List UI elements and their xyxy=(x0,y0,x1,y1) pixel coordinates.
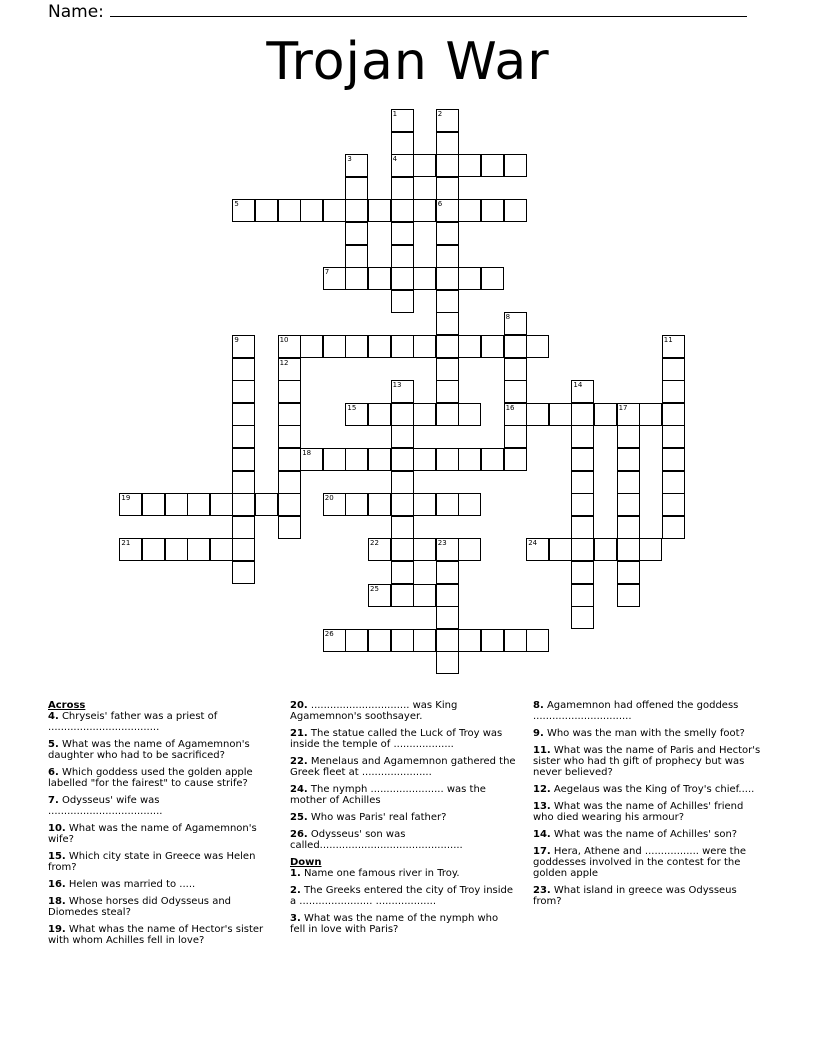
grid-cell[interactable] xyxy=(481,199,504,222)
clue xyxy=(48,795,276,817)
grid-cell[interactable] xyxy=(436,290,459,313)
grid-cell[interactable] xyxy=(504,448,527,471)
grid-cell[interactable] xyxy=(255,199,278,222)
grid-cell[interactable] xyxy=(436,380,459,403)
grid-cell[interactable] xyxy=(594,403,617,426)
clue-number: 21 xyxy=(121,539,131,548)
grid-cell[interactable] xyxy=(278,380,301,403)
grid-cell[interactable] xyxy=(436,132,459,155)
clue-text: What was the name of Achilles' son? xyxy=(550,829,738,840)
grid-cell[interactable] xyxy=(436,561,459,584)
clue-text: Odysseus' wife was .................................... xyxy=(48,795,163,817)
clue xyxy=(533,700,761,722)
clue-number-label: 17. xyxy=(533,846,551,857)
clue-number-label: 4. xyxy=(48,711,59,722)
grid-cell[interactable] xyxy=(345,199,368,222)
grid-cell[interactable] xyxy=(345,245,368,268)
clue-number: 1 xyxy=(392,110,398,118)
grid-cell[interactable] xyxy=(436,335,459,358)
clue-number-label: 23. xyxy=(533,885,551,896)
clue-number-label: 5. xyxy=(48,739,59,750)
grid-cell[interactable] xyxy=(504,380,527,403)
grid-cell[interactable] xyxy=(458,403,481,426)
grid-cell[interactable] xyxy=(368,493,391,516)
clue-number: 11 xyxy=(663,336,673,344)
grid-cell[interactable] xyxy=(391,109,414,132)
clue-number-label: 11. xyxy=(533,745,551,756)
grid-cell[interactable] xyxy=(232,538,255,561)
across-header: Across xyxy=(48,700,86,711)
clue xyxy=(48,823,276,845)
clue xyxy=(533,801,761,823)
grid-cell[interactable] xyxy=(345,403,368,426)
clue-text: What was the name of Paris and Hector's sister who had th gift of prophecy but was never believed? xyxy=(533,745,761,778)
grid-cell[interactable] xyxy=(323,448,346,471)
grid-cell[interactable] xyxy=(436,403,459,426)
clue-number: 3 xyxy=(347,155,352,164)
clue-text: The Greeks entered the city of Troy inside a ....................... ................... xyxy=(290,885,514,907)
grid-cell[interactable] xyxy=(278,358,301,381)
grid-cell[interactable] xyxy=(571,493,594,516)
grid-cell[interactable] xyxy=(436,109,459,132)
grid-cell[interactable] xyxy=(391,516,414,539)
grid-cell[interactable] xyxy=(571,538,594,561)
clue-text: What was the name of Agamemnon's wife? xyxy=(48,823,257,845)
clue xyxy=(533,829,761,840)
grid-cell[interactable] xyxy=(345,448,368,471)
grid-cell[interactable] xyxy=(391,561,414,584)
grid-cell[interactable] xyxy=(232,403,255,426)
grid-cell[interactable] xyxy=(662,471,685,494)
clue-number: 2 xyxy=(437,110,443,118)
grid-cell[interactable] xyxy=(391,538,414,561)
grid-cell[interactable] xyxy=(436,584,459,607)
clue-number-label: 24. xyxy=(290,784,308,795)
across-clue-list xyxy=(48,711,276,946)
grid-cell[interactable] xyxy=(391,132,414,155)
grid-cell[interactable] xyxy=(278,448,301,471)
grid-cell[interactable] xyxy=(232,493,255,516)
clue-number: 14 xyxy=(573,381,583,390)
clue-text: Helen was married to ..... xyxy=(65,879,196,890)
clue-text: Aegelaus was the King of Troy's chief..... xyxy=(550,784,755,795)
grid-cell[interactable] xyxy=(210,538,233,561)
grid-cell[interactable] xyxy=(662,335,685,358)
grid-cell[interactable] xyxy=(458,199,481,222)
clue-number-label: 18. xyxy=(48,896,66,907)
clue-number: 16 xyxy=(505,403,515,412)
name-label: Name: xyxy=(48,2,104,22)
grid-cell[interactable] xyxy=(436,177,459,200)
clue-text: The statue called the Luck of Troy was inside the temple of ................... xyxy=(290,728,503,750)
grid-cell[interactable] xyxy=(436,154,459,177)
grid-cell[interactable] xyxy=(391,199,414,222)
clue-text: What was the name of Agamemnon's daughter who had to be sacrificed? xyxy=(48,739,250,761)
clue-text: Which city state in Greece was Helen from? xyxy=(48,851,256,873)
grid-cell[interactable] xyxy=(210,493,233,516)
grid-cell[interactable] xyxy=(368,199,391,222)
grid-cell[interactable] xyxy=(662,380,685,403)
clue-number-label: 10. xyxy=(48,823,66,834)
clue xyxy=(48,879,276,890)
grid-cell[interactable] xyxy=(481,154,504,177)
grid-cell[interactable] xyxy=(504,358,527,381)
grid-cell[interactable] xyxy=(345,154,368,177)
grid-cell[interactable] xyxy=(526,403,549,426)
grid-cell[interactable] xyxy=(504,629,527,652)
grid-cell[interactable] xyxy=(413,493,436,516)
grid-cell[interactable] xyxy=(278,199,301,222)
grid-cell[interactable] xyxy=(323,629,346,652)
clue-number: 17 xyxy=(618,403,628,412)
grid-cell[interactable] xyxy=(571,471,594,494)
grid-cell[interactable] xyxy=(391,290,414,313)
grid-cell[interactable] xyxy=(571,606,594,629)
grid-cell[interactable] xyxy=(413,584,436,607)
grid-cell[interactable] xyxy=(368,538,391,561)
grid-cell[interactable] xyxy=(368,629,391,652)
grid-cell[interactable] xyxy=(662,425,685,448)
grid-cell[interactable] xyxy=(458,448,481,471)
clue-number: 9 xyxy=(234,336,239,344)
grid-cell[interactable] xyxy=(142,493,165,516)
grid-cell[interactable] xyxy=(436,358,459,381)
clue-text: What island in greece was Odysseus from? xyxy=(533,885,737,907)
grid-cell[interactable] xyxy=(187,493,210,516)
grid-cell[interactable] xyxy=(549,538,572,561)
clue-number-label: 21. xyxy=(290,728,308,739)
clue-text: Hera, Athene and ................. were the goddesses involved in the contest for the golden apple xyxy=(533,846,747,879)
grid-cell[interactable] xyxy=(300,335,323,358)
grid-cell[interactable] xyxy=(232,358,255,381)
grid-cell[interactable] xyxy=(504,425,527,448)
grid-cell[interactable] xyxy=(571,561,594,584)
clue-text: Who was the man with the smelly foot? xyxy=(543,728,745,739)
clue xyxy=(533,885,761,907)
page-title: Trojan War xyxy=(266,32,550,92)
down-header: Down xyxy=(290,857,322,868)
grid-cell[interactable] xyxy=(639,403,662,426)
clue xyxy=(290,700,516,722)
clue-text: What was the name of Achilles' friend who died wearing his armour? xyxy=(533,801,744,823)
grid-cell[interactable] xyxy=(617,403,640,426)
grid-cell[interactable] xyxy=(255,493,278,516)
grid-cell[interactable] xyxy=(391,177,414,200)
clue-number: 24 xyxy=(528,539,538,548)
clue xyxy=(48,924,276,946)
grid-cell[interactable] xyxy=(323,267,346,290)
grid-cell[interactable] xyxy=(571,448,594,471)
grid-cell[interactable] xyxy=(571,584,594,607)
grid-cell[interactable] xyxy=(391,584,414,607)
grid-cell[interactable] xyxy=(436,629,459,652)
grid-cell[interactable] xyxy=(391,245,414,268)
clue xyxy=(290,829,516,851)
grid-cell[interactable] xyxy=(413,629,436,652)
clue-number-label: 15. xyxy=(48,851,66,862)
grid-cell[interactable] xyxy=(662,403,685,426)
clue-text: What was the name of the nymph who fell in love with Paris? xyxy=(290,913,499,935)
grid-cell[interactable] xyxy=(391,335,414,358)
clue-text: Agamemnon had offened the goddess ............................... xyxy=(533,700,739,722)
grid-cell[interactable] xyxy=(345,267,368,290)
clue xyxy=(48,851,276,873)
grid-cell[interactable] xyxy=(617,493,640,516)
clue-text: Whose horses did Odysseus and Diomedes steal? xyxy=(48,896,232,918)
grid-cell[interactable] xyxy=(526,538,549,561)
grid-cell[interactable] xyxy=(278,403,301,426)
clue-number: 10 xyxy=(279,336,289,344)
grid-cell[interactable] xyxy=(549,403,572,426)
grid-cell[interactable] xyxy=(391,403,414,426)
clue xyxy=(290,812,516,823)
clue-number-label: 1. xyxy=(290,868,301,879)
clue-number: 8 xyxy=(505,313,511,322)
grid-cell[interactable] xyxy=(662,358,685,381)
clue-column-1 xyxy=(48,700,276,952)
grid-cell[interactable] xyxy=(436,651,459,674)
clue xyxy=(290,728,516,750)
clue-number: 23 xyxy=(437,539,447,548)
grid-cell[interactable] xyxy=(662,493,685,516)
grid-cell[interactable] xyxy=(413,448,436,471)
grid-cell[interactable] xyxy=(617,561,640,584)
grid-cell[interactable] xyxy=(436,538,459,561)
grid-cell[interactable] xyxy=(526,629,549,652)
grid-cell[interactable] xyxy=(345,335,368,358)
clue xyxy=(48,896,276,918)
grid-cell[interactable] xyxy=(504,403,527,426)
down-clue-list-continued xyxy=(533,700,761,907)
grid-cell[interactable] xyxy=(436,245,459,268)
grid-cell[interactable] xyxy=(368,448,391,471)
grid-cell[interactable] xyxy=(617,538,640,561)
grid-cell[interactable] xyxy=(323,493,346,516)
grid-cell[interactable] xyxy=(165,493,188,516)
grid-cell[interactable] xyxy=(345,493,368,516)
grid-cell[interactable] xyxy=(526,335,549,358)
grid-cell[interactable] xyxy=(232,561,255,584)
clue-column-2 xyxy=(290,700,516,941)
clue xyxy=(533,745,761,778)
clue-number-label: 14. xyxy=(533,829,551,840)
clue-number-label: 16. xyxy=(48,879,66,890)
clue xyxy=(290,913,516,935)
grid-cell[interactable] xyxy=(300,199,323,222)
grid-cell[interactable] xyxy=(639,538,662,561)
grid-cell[interactable] xyxy=(504,154,527,177)
grid-cell[interactable] xyxy=(119,493,142,516)
grid-cell[interactable] xyxy=(278,493,301,516)
clue-number: 20 xyxy=(324,494,334,503)
grid-cell[interactable] xyxy=(436,199,459,222)
clue xyxy=(290,868,516,879)
clue xyxy=(533,784,761,795)
grid-cell[interactable] xyxy=(187,538,210,561)
clue-text: What whas the name of Hector's sister with whom Achilles fell in love? xyxy=(48,924,264,946)
clue xyxy=(533,728,761,739)
grid-cell[interactable] xyxy=(300,448,323,471)
clue xyxy=(48,739,276,761)
grid-cell[interactable] xyxy=(413,538,436,561)
grid-cell[interactable] xyxy=(436,312,459,335)
clue-number: 12 xyxy=(279,358,289,367)
grid-cell[interactable] xyxy=(662,516,685,539)
clue-text: Odysseus' son was called............................................. xyxy=(290,829,463,851)
clue-number: 22 xyxy=(370,539,379,548)
down-clue-list xyxy=(290,868,516,935)
clue-number-label: 9. xyxy=(533,728,544,739)
grid-cell[interactable] xyxy=(436,606,459,629)
clue-text: The nymph ....................... was the mother of Achilles xyxy=(290,784,486,806)
grid-cell[interactable] xyxy=(345,177,368,200)
grid-cell[interactable] xyxy=(391,425,414,448)
grid-cell[interactable] xyxy=(391,448,414,471)
grid-cell[interactable] xyxy=(391,629,414,652)
clue-number: 13 xyxy=(392,381,402,390)
grid-cell[interactable] xyxy=(458,493,481,516)
grid-cell[interactable] xyxy=(232,199,255,222)
grid-cell[interactable] xyxy=(232,425,255,448)
clue-number-label: 13. xyxy=(533,801,551,812)
grid-cell[interactable] xyxy=(481,335,504,358)
grid-cell[interactable] xyxy=(662,448,685,471)
grid-cell[interactable] xyxy=(232,335,255,358)
grid-cell[interactable] xyxy=(436,493,459,516)
grid-cell[interactable] xyxy=(232,380,255,403)
clue-text: Which goddess used the golden apple labelled "for the fairest" to cause strife? xyxy=(48,767,253,789)
clue-number: 25 xyxy=(370,584,379,593)
grid-cell[interactable] xyxy=(617,584,640,607)
grid-cell[interactable] xyxy=(458,154,481,177)
grid-cell[interactable] xyxy=(413,154,436,177)
clue-number: 5 xyxy=(234,200,239,209)
grid-cell[interactable] xyxy=(571,425,594,448)
clue-number: 7 xyxy=(324,268,330,277)
grid-cell[interactable] xyxy=(278,471,301,494)
clue-number-label: 7. xyxy=(48,795,59,806)
grid-cell[interactable] xyxy=(413,267,436,290)
grid-cell[interactable] xyxy=(571,516,594,539)
grid-cell[interactable] xyxy=(142,538,165,561)
grid-cell[interactable] xyxy=(323,199,346,222)
grid-cell[interactable] xyxy=(458,267,481,290)
clue-number-label: 2. xyxy=(290,885,301,896)
grid-cell[interactable] xyxy=(368,584,391,607)
clue xyxy=(533,846,761,879)
grid-cell[interactable] xyxy=(481,267,504,290)
grid-cell[interactable] xyxy=(413,199,436,222)
grid-cell[interactable] xyxy=(345,222,368,245)
clue-column-3 xyxy=(533,700,761,913)
grid-cell[interactable] xyxy=(278,425,301,448)
grid-cell[interactable] xyxy=(165,538,188,561)
grid-cell[interactable] xyxy=(481,448,504,471)
clue-number-label: 8. xyxy=(533,700,544,711)
grid-cell[interactable] xyxy=(323,335,346,358)
grid-cell[interactable] xyxy=(391,493,414,516)
clue-number-label: 20. xyxy=(290,700,308,711)
grid-cell[interactable] xyxy=(391,380,414,403)
grid-cell[interactable] xyxy=(391,222,414,245)
clue xyxy=(290,885,516,907)
clue xyxy=(48,711,276,733)
grid-cell[interactable] xyxy=(617,471,640,494)
clue-number-label: 26. xyxy=(290,829,308,840)
clue-number-label: 22. xyxy=(290,756,308,767)
grid-cell[interactable] xyxy=(504,199,527,222)
clue-number-label: 6. xyxy=(48,767,59,778)
clue xyxy=(48,767,276,789)
grid-cell[interactable] xyxy=(617,425,640,448)
grid-cell[interactable] xyxy=(368,403,391,426)
grid-cell[interactable] xyxy=(119,538,142,561)
clue-number-label: 12. xyxy=(533,784,551,795)
grid-cell[interactable] xyxy=(458,538,481,561)
grid-cell[interactable] xyxy=(232,471,255,494)
clue-number: 18 xyxy=(302,449,312,457)
grid-cell[interactable] xyxy=(232,448,255,471)
grid-cell[interactable] xyxy=(391,154,414,177)
grid-cell[interactable] xyxy=(436,267,459,290)
grid-cell[interactable] xyxy=(594,538,617,561)
clue xyxy=(290,784,516,806)
grid-cell[interactable] xyxy=(617,448,640,471)
grid-cell[interactable] xyxy=(504,312,527,335)
clue-text: Chryseis' father was a priest of ................................... xyxy=(48,711,218,733)
clue-text: ............................... was King Agamemnon's soothsayer. xyxy=(290,700,458,722)
grid-cell[interactable] xyxy=(458,335,481,358)
grid-cell[interactable] xyxy=(436,222,459,245)
grid-cell[interactable] xyxy=(278,516,301,539)
grid-cell[interactable] xyxy=(413,403,436,426)
grid-cell[interactable] xyxy=(458,629,481,652)
grid-cell[interactable] xyxy=(368,267,391,290)
clue-text: Name one famous river in Troy. xyxy=(300,868,460,879)
grid-cell[interactable] xyxy=(504,335,527,358)
grid-cell[interactable] xyxy=(278,335,301,358)
grid-cell[interactable] xyxy=(571,380,594,403)
clue-number-label: 19. xyxy=(48,924,66,935)
grid-cell[interactable] xyxy=(481,629,504,652)
grid-cell[interactable] xyxy=(436,448,459,471)
clue-number-label: 25. xyxy=(290,812,308,823)
clue xyxy=(290,756,516,778)
clue-number: 6 xyxy=(437,200,443,209)
grid-cell[interactable] xyxy=(368,335,391,358)
clue-number: 19 xyxy=(121,494,131,503)
clue-number-label: 3. xyxy=(290,913,301,924)
grid-cell[interactable] xyxy=(345,629,368,652)
grid-cell[interactable] xyxy=(391,267,414,290)
grid-cell[interactable] xyxy=(571,403,594,426)
clue-text: Who was Paris' real father? xyxy=(307,812,447,823)
grid-cell[interactable] xyxy=(617,516,640,539)
grid-cell[interactable] xyxy=(413,335,436,358)
across-clue-list-continued xyxy=(290,700,516,851)
clue-number: 4 xyxy=(392,155,398,164)
clue-number: 26 xyxy=(324,629,334,638)
grid-cell[interactable] xyxy=(232,516,255,539)
clue-number: 15 xyxy=(347,403,357,412)
grid-cell[interactable] xyxy=(391,471,414,494)
clue-text: Menelaus and Agamemnon gathered the Greek fleet at ...................... xyxy=(290,756,516,778)
